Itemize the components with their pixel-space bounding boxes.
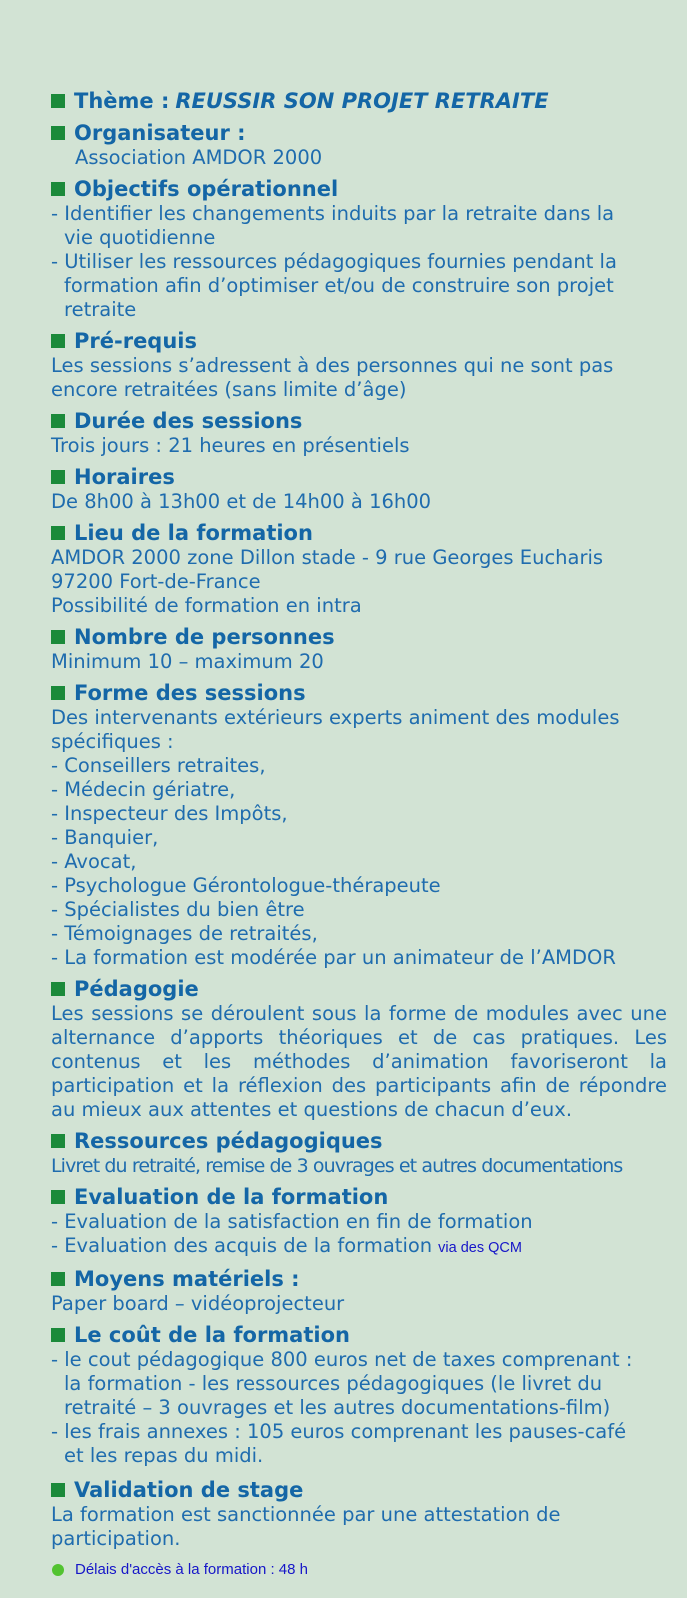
section-lieu — [51, 520, 667, 618]
section-title: Evaluation de la formation — [74, 1185, 389, 1209]
list-item — [51, 1234, 667, 1260]
list-item: - Témoignages de retraités, — [51, 922, 318, 945]
section-title: Forme des sessions — [74, 681, 306, 705]
section-cout — [51, 1322, 667, 1468]
green-dot-icon — [52, 1564, 64, 1576]
section-title: Pédagogie — [74, 977, 199, 1001]
training-sheet — [51, 88, 667, 1551]
nombre-text: Minimum 10 – maximum 20 — [51, 650, 324, 673]
section-title: Pré-requis — [74, 329, 197, 353]
list-item: - Spécialistes du bien être — [51, 898, 305, 921]
section-pedagogie — [51, 976, 667, 1122]
list-item: - Banquier, — [51, 826, 159, 849]
section-title: Moyens matériels : — [74, 1267, 300, 1291]
square-bullet-icon — [51, 182, 65, 196]
section-organisateur — [51, 120, 667, 170]
horaires-text: De 8h00 à 13h00 et de 14h00 à 16h00 — [51, 490, 432, 513]
list-item: - Avocat, — [51, 850, 137, 873]
list-item: - le cout pédagogique 800 euros net de taxes comprenant : — [51, 1348, 633, 1371]
square-bullet-icon — [51, 526, 65, 540]
section-ressources — [51, 1128, 667, 1178]
list-item-cont: la formation - les ressources pédagogiques (le livret du — [64, 1372, 603, 1395]
list-item: - La formation est modérée par un animateur de l’AMDOR — [51, 946, 616, 969]
ressources-text: Livret du retraité, remise de 3 ouvrages et autres documentations — [51, 1155, 623, 1177]
list-item: - Conseillers retraites, — [51, 754, 266, 777]
square-bullet-icon — [51, 1272, 65, 1286]
square-bullet-icon — [51, 126, 65, 140]
moyens-text: Paper board – vidéoprojecteur — [51, 1292, 345, 1315]
list-item: - Inspecteur des Impôts, — [51, 802, 288, 825]
section-moyens — [51, 1266, 667, 1316]
section-evaluation — [51, 1184, 667, 1260]
section-title: Ressources pédagogiques — [74, 1129, 383, 1153]
list-item-cont: retraite — [64, 298, 137, 321]
prerequis-line: encore retraitées (sans limite d’âge) — [51, 378, 407, 401]
theme-label: Thème : — [74, 89, 170, 113]
section-title: Nombre de personnes — [74, 625, 335, 649]
list-item: - Identifier les changements induits par la retraite dans la — [51, 202, 615, 225]
pedagogie-text: Les sessions se déroulent sous la forme de modules avec une alternance d’apports théoriques et de cas pratiques. Les contenus et les méthodes d’animation favoriseront la participation et la réflexion des participants afin de répondre au mieux aux attentes et questions de chacun d’eux. — [51, 1002, 667, 1121]
list-item: - Médecin gériatre, — [51, 778, 236, 801]
section-duree — [51, 408, 667, 458]
section-nombre — [51, 624, 667, 674]
prerequis-line: Les sessions s’adressent à des personnes qui ne sont pas — [51, 354, 614, 377]
square-bullet-icon — [51, 1190, 65, 1204]
access-delay-text: Délais d'accès à la formation : 48 h — [75, 1561, 308, 1578]
section-title: Le coût de la formation — [74, 1323, 350, 1347]
duree-text: Trois jours : 21 heures en présentiels — [51, 434, 410, 457]
section-title: Objectifs opérationnel — [74, 177, 339, 201]
organisateur-value: Association AMDOR 2000 — [75, 146, 323, 169]
square-bullet-icon — [51, 414, 65, 428]
forme-intro: Des intervenants extérieurs experts animent des modules — [51, 706, 620, 729]
list-item-cont: formation afin d’optimiser et/ou de construire son projet — [64, 274, 614, 297]
list-item: - Psychologue Gérontologue-thérapeute — [51, 874, 441, 897]
square-bullet-icon — [51, 686, 65, 700]
square-bullet-icon — [51, 1328, 65, 1342]
square-bullet-icon — [51, 334, 65, 348]
list-item-cont: et les repas du midi. — [64, 1444, 264, 1467]
list-item-cont: vie quotidienne — [64, 226, 216, 249]
square-bullet-icon — [51, 630, 65, 644]
validation-line: participation. — [51, 1527, 181, 1550]
list-item-cont: retraité – 3 ouvrages et les autres documentations-film) — [64, 1396, 611, 1419]
evaluation-acquis: - Evaluation des acquis de la formation — [51, 1234, 433, 1257]
section-horaires — [51, 464, 667, 514]
square-bullet-icon — [51, 1134, 65, 1148]
section-validation — [51, 1477, 667, 1551]
square-bullet-icon — [51, 1483, 65, 1497]
list-item: - Utiliser les ressources pédagogiques fournies pendant la — [51, 250, 617, 273]
section-title: Lieu de la formation — [74, 521, 313, 545]
section-title: Durée des sessions — [74, 409, 303, 433]
square-bullet-icon — [51, 94, 65, 108]
lieu-line: AMDOR 2000 zone Dillon stade - 9 rue Georges Eucharis — [51, 546, 604, 569]
forme-intro: spécifiques : — [51, 730, 174, 753]
section-title: Horaires — [74, 465, 175, 489]
theme-title: REUSSIR SON PROJET RETRAITE — [175, 89, 549, 113]
section-title: Organisateur : — [74, 121, 246, 145]
section-theme — [51, 88, 667, 114]
access-delay-note — [52, 1561, 308, 1578]
validation-line: La formation est sanctionnée par une attestation de — [51, 1503, 561, 1526]
qcm-note: via des QCM — [438, 1240, 522, 1256]
square-bullet-icon — [51, 982, 65, 996]
section-forme — [51, 680, 667, 970]
list-item: - Evaluation de la satisfaction en fin de formation — [51, 1210, 533, 1233]
lieu-line: 97200 Fort-de-France — [51, 570, 261, 593]
lieu-line: Possibilité de formation en intra — [51, 594, 362, 617]
section-prerequis — [51, 328, 667, 402]
section-objectifs — [51, 176, 667, 322]
square-bullet-icon — [51, 470, 65, 484]
section-title: Validation de stage — [74, 1478, 304, 1502]
list-item: - les frais annexes : 105 euros comprenant les pauses-café — [51, 1420, 627, 1443]
